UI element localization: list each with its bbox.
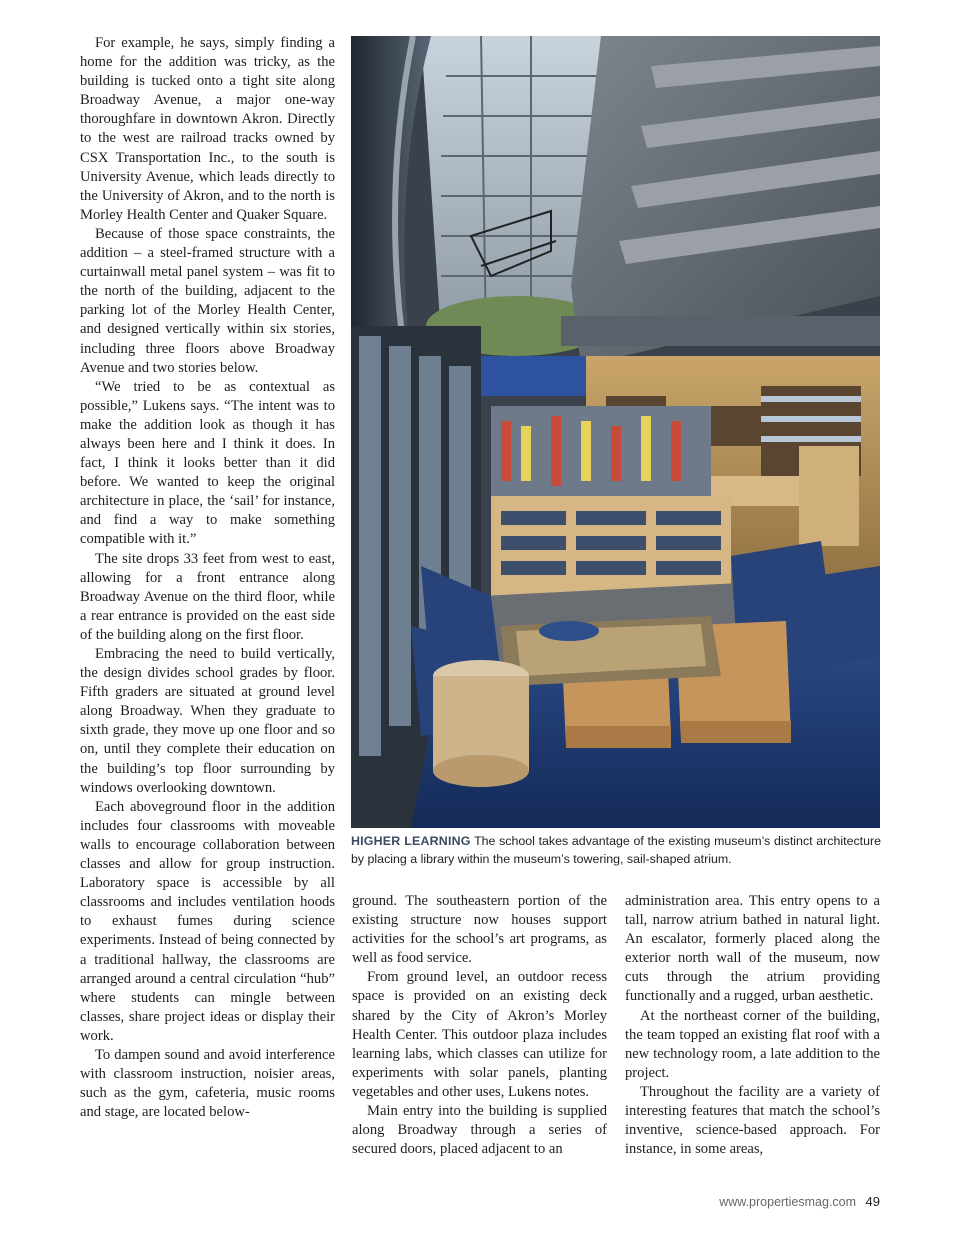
article-paragraph: Because of those space constraints, the addition – a steel-framed structure with a curtainwall metal panel system – was fit to the north of the building, adjacent to the parking lot of the Morley Health Center, and designed vertically within six stories, including three floors above Broadway Avenue and two stories below. [80, 225, 335, 376]
article-paragraph: The site drops 33 feet from west to east, allowing for a front entrance along Broadway Avenue on the third floor, while a rear entrance is provided on the east side of the building along on the first floor. [80, 550, 335, 643]
caption-text: The school takes advantage of the existing museum’s distinct architecture by placing a library within the museum’s towering, sail-shaped atrium. [351, 834, 882, 866]
footer-url: www.propertiesmag.com [719, 1195, 857, 1209]
article-paragraph: Throughout the facility are a variety of interesting features that match the school’s inventive, science-based approach. For instance, in some areas, [625, 1083, 880, 1158]
article-paragraph: Main entry into the building is supplied along Broadway through a series of secured doors, placed adjacent to an [352, 1103, 607, 1158]
article-paragraph: From ground level, an outdoor recess space is provided on an existing deck shared by the City of Akron’s Morley Health Center. This outdoor plaza includes learning labs, which classes can utilize for experiments with solar panels, planting vegetables and other uses, Lukens notes. [352, 969, 607, 1100]
caption-heading: HIGHER LEARNING [351, 834, 471, 848]
article-paragraph: “We tried to be as contextual as possible,” Lukens says. “The intent was to make the addition look as though it has always been here and I think it does. In fact, I think it looks better than it did before. We wanted to keep the original architecture in place, the ‘sail’ for instance, and find a way to make something compatible with it.” [80, 378, 335, 548]
article-paragraph: Embracing the need to build vertically, the design divides school grades by floor. Fifth graders are situated at ground level along Broadway. When they graduate to sixth grade, they move up one floor and so on, until they complete their education on the building’s top floor surrounding by windows overlooking downtown. [80, 646, 335, 796]
article-paragraph: For example, he says, simply finding a home for the addition was tricky, as the building is tucked onto a tight site along Broadway Avenue, a major one-way thoroughfare in downtown Akron. Directly to the west are railroad tracks owned by CSX Transportation Inc., to the south is University Avenue, which leads directly to the University of Akron, and to the north is Morley Health Center and Quaker Square. [80, 35, 335, 223]
page-footer [719, 1194, 880, 1209]
page-number: 49 [865, 1194, 880, 1209]
article-paragraph: ground. The southeastern portion of the existing structure now houses support activities for the school’s art programs, as well as food service. [352, 893, 607, 967]
article-column-right [625, 892, 880, 1159]
article-paragraph: administration area. This entry opens to a tall, narrow atrium bathed in natural light. An escalator, formerly placed along the exterior north wall of the museum, now cuts through the atrium providing functionally and a rugged, urban aesthetic. [625, 893, 880, 1005]
library-atrium-photo [351, 36, 880, 828]
article-column-middle [352, 892, 607, 1159]
article-paragraph: Each aboveground floor in the addition includes four classrooms with moveable walls to encourage collaboration between classes and allow for group instruction. Laboratory space is accessible by all classrooms and includes ventilation hoods to exhaust fumes during science experiments. Instead of being connected by a traditional hallway, the classrooms are arranged around a central circulation “hub” where students can mingle between classes, share project ideas or display their work. [80, 798, 335, 1044]
photo-caption [351, 833, 881, 868]
article-paragraph: To dampen sound and avoid interference with classroom instruction, noisier areas, such as the gym, cafeteria, music rooms and stage, are located below- [80, 1046, 335, 1121]
article-paragraph: At the northeast corner of the building, the team topped an existing flat roof with a new technology room, a late addition to the project. [625, 1007, 880, 1081]
article-column-left [80, 34, 335, 1122]
